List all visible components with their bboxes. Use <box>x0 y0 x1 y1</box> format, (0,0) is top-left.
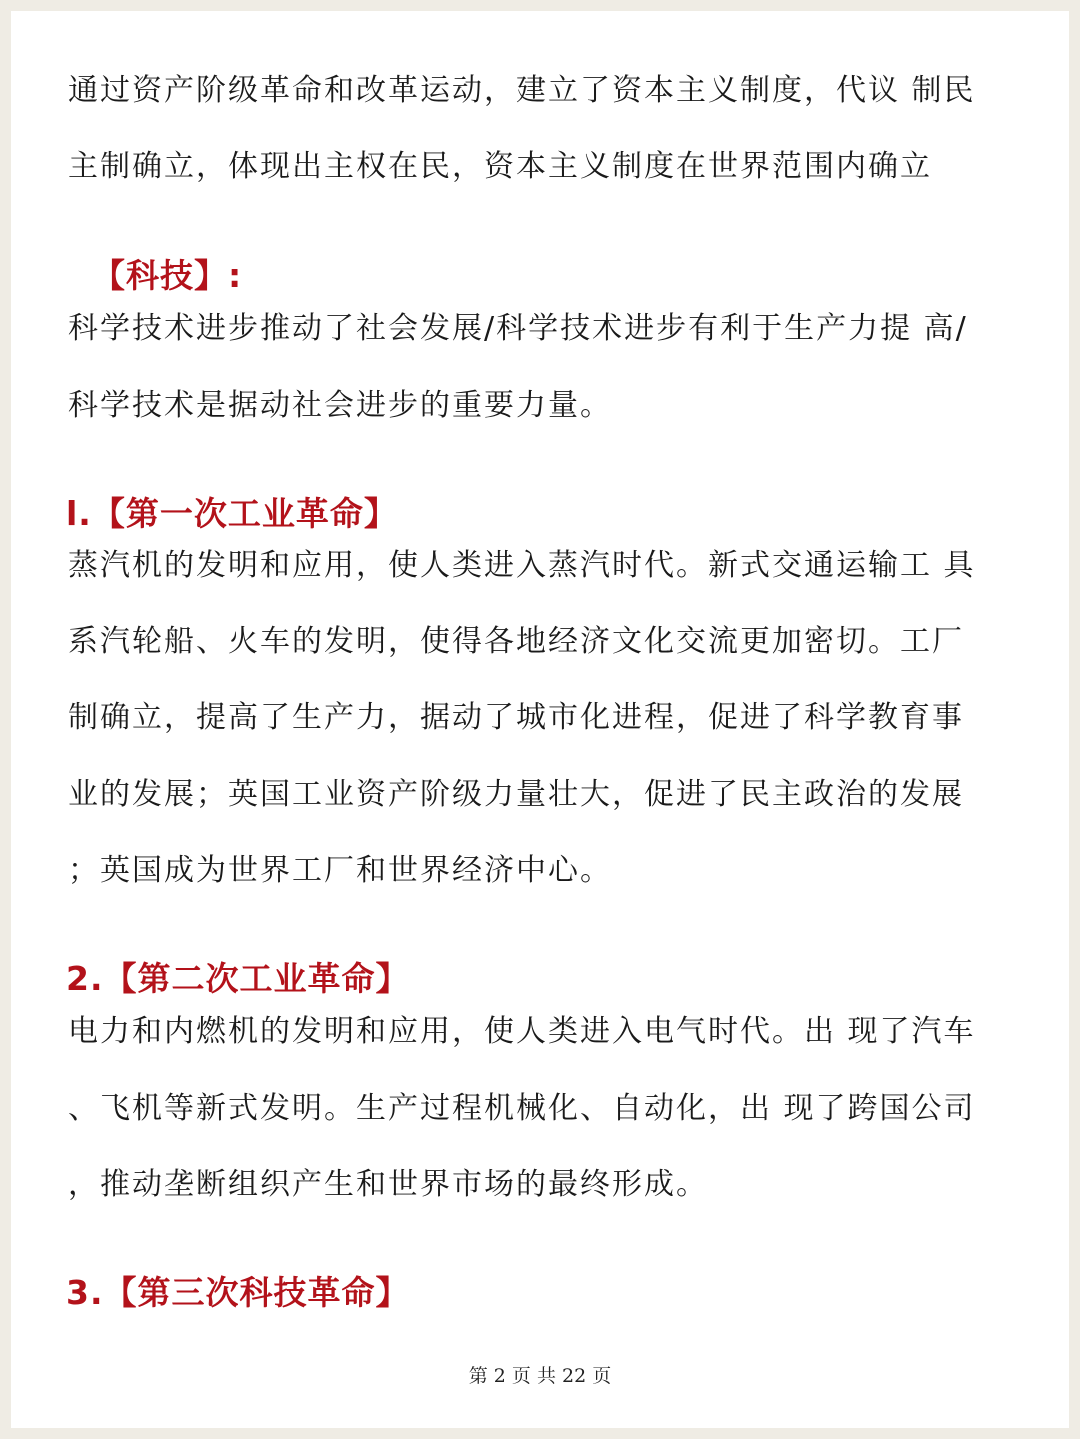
tech-line-2: 科学技术是据动社会进步的重要力量。 <box>68 388 612 423</box>
section-heading-first-industrial-revolution: l.【第一次工业革命】 <box>66 494 398 533</box>
first-line-1: 蒸汽机的发明和应用，使人类进入蒸汽时代。新式交通运输工 具 <box>68 548 976 583</box>
second-line-1: 电力和内燃机的发明和应用，使人类进入电气时代。出 现了汽车 <box>68 1014 976 1049</box>
section-heading-second-industrial-revolution: 2.【第二次工业革命】 <box>66 959 410 998</box>
section-heading-tech: 【科技】: <box>92 256 243 295</box>
tech-line-1: 科学技术进步推动了社会发展/科学技术进步有利于生产力提 高/ <box>68 311 968 346</box>
section-heading-third-tech-revolution: 3.【第三次科技革命】 <box>66 1273 410 1312</box>
page-number-footer: 第 2 页 共 22 页 <box>468 1365 612 1387</box>
first-line-2: 系汽轮船、火车的发明，使得各地经济文化交流更加密切。工厂 <box>68 624 964 659</box>
intro-line-1: 通过资产阶级革命和改革运动，建立了资本主义制度，代议 制民 <box>68 73 976 108</box>
first-line-5: ；英国成为世界工厂和世界经济中心。 <box>68 853 612 888</box>
second-line-3: ，推动垄断组织产生和世界市场的最终形成。 <box>68 1167 708 1202</box>
first-line-3: 制确立，提高了生产力，据动了城市化进程，促进了科学教育事 <box>68 700 964 735</box>
first-line-4: 业的发展；英国工业资产阶级力量壮大，促进了民主政治的发展 <box>68 777 964 812</box>
second-line-2: 、飞机等新式发明。生产过程机械化、自动化，出 现了跨国公司 <box>68 1091 976 1126</box>
intro-line-2: 主制确立，体现出主权在民，资本主义制度在世界范围内确立 <box>68 149 932 184</box>
